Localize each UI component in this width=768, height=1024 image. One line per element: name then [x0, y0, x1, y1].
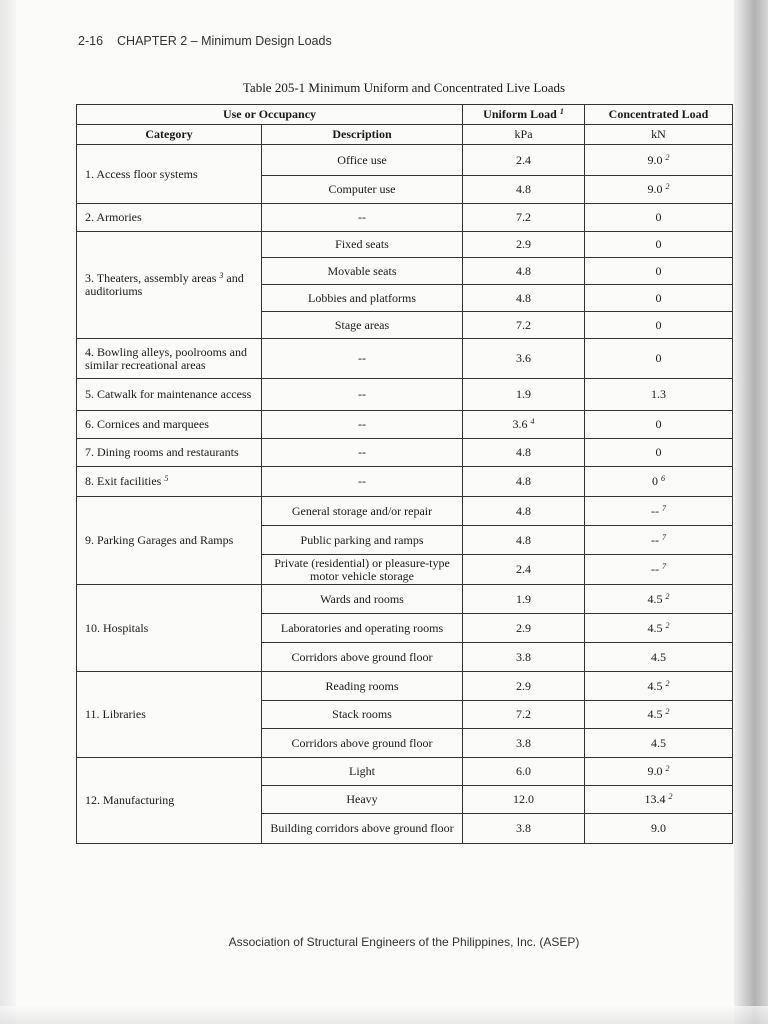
uniform-load-value: 2.4	[516, 152, 532, 167]
description-cell: Fixed seats	[262, 232, 463, 258]
uniform-load-value: 4.8	[516, 445, 532, 460]
uniform-load-value: 2.9	[516, 678, 532, 693]
uniform-load-value: 4.8	[516, 532, 532, 547]
description-cell: --	[262, 379, 463, 411]
description-cell: General storage and/or repair	[262, 497, 463, 526]
footnote-mark: 5	[164, 474, 169, 484]
concentrated-load-cell	[585, 232, 733, 258]
category-cell	[77, 672, 262, 758]
table-row	[77, 339, 733, 379]
description-cell: --	[262, 204, 463, 232]
uniform-load-cell	[463, 526, 585, 555]
uniform-load-value: 2.9	[516, 237, 532, 252]
table-subheader-row	[77, 125, 733, 145]
description-cell: Stack rooms	[262, 701, 463, 729]
uniform-load-value: 12.0	[513, 792, 535, 807]
uniform-load-value: 4.8	[516, 263, 532, 278]
uniform-load-value: 2.4	[516, 562, 532, 577]
table-row	[77, 379, 733, 411]
concentrated-load-cell	[585, 614, 733, 643]
uniform-load-value: 1.9	[516, 591, 532, 606]
concentrated-load-value: 0	[655, 317, 662, 332]
concentrated-load-cell	[585, 672, 733, 701]
col-uniform-load-label: Uniform Load	[483, 107, 557, 122]
description-cell: Corridors above ground floor	[262, 729, 463, 758]
table-row	[77, 585, 733, 614]
category-cell	[77, 379, 262, 411]
concentrated-load-cell	[585, 379, 733, 411]
concentrated-load-cell	[585, 585, 733, 614]
page-footer: Association of Structural Engineers of the Philippines, Inc. (ASEP)	[228, 935, 580, 949]
concentrated-load-value: 4.5	[647, 678, 663, 693]
table-row	[77, 411, 733, 439]
uniform-load-cell	[463, 411, 585, 439]
category-label: 7. Dining rooms and restaurants	[85, 445, 239, 460]
chapter-title: CHAPTER 2 – Minimum Design Loads	[117, 34, 332, 48]
concentrated-load-value: 0	[655, 417, 662, 432]
concentrated-load-cell	[585, 439, 733, 467]
concentrated-load-value: 9.0	[647, 152, 663, 167]
uniform-load-value: 7.2	[516, 317, 532, 332]
uniform-load-cell	[463, 701, 585, 729]
concentrated-load-value: --	[651, 532, 660, 547]
concentrated-load-cell	[585, 814, 733, 844]
footnote-mark: 3	[219, 271, 224, 281]
concentrated-load-value: 0	[655, 237, 662, 252]
concentrated-load-value: 0	[652, 474, 659, 489]
uniform-load-cell	[463, 729, 585, 758]
concentrated-load-cell	[585, 339, 733, 379]
concentrated-load-value: 0	[655, 290, 662, 305]
category-label: 4. Bowling alleys, poolrooms and similar recreational areas	[85, 344, 247, 372]
description-cell: --	[262, 411, 463, 439]
col-concentrated-unit: kN	[585, 125, 733, 145]
category-cell	[77, 145, 262, 204]
scan-edge-bottom	[0, 1006, 768, 1024]
concentrated-load-cell	[585, 729, 733, 758]
description-cell: Light	[262, 758, 463, 786]
category-label: 3. Theaters, assembly areas	[85, 271, 217, 286]
uniform-load-cell	[463, 614, 585, 643]
page-header	[78, 34, 332, 48]
uniform-load-cell	[463, 814, 585, 844]
category-cell	[77, 204, 262, 232]
uniform-load-cell	[463, 285, 585, 312]
concentrated-load-cell	[585, 145, 733, 176]
concentrated-load-value: --	[651, 503, 660, 518]
footnote-mark: 2	[665, 764, 670, 774]
concentrated-load-value: 4.5	[647, 620, 663, 635]
concentrated-load-cell	[585, 701, 733, 729]
description-cell: Movable seats	[262, 258, 463, 285]
table-row	[77, 672, 733, 701]
col-uniform-load	[463, 105, 585, 125]
uniform-load-cell	[463, 672, 585, 701]
concentrated-load-value: 9.0	[647, 182, 663, 197]
table-row	[77, 497, 733, 526]
category-label: 5. Catwalk for maintenance access	[85, 387, 252, 402]
uniform-load-value: 7.2	[516, 707, 532, 722]
uniform-load-cell	[463, 555, 585, 585]
uniform-load-value: 2.9	[516, 620, 532, 635]
uniform-load-value: 3.8	[516, 821, 532, 836]
description-cell: Office use	[262, 145, 463, 176]
description-cell: Laboratories and operating rooms	[262, 614, 463, 643]
concentrated-load-cell	[585, 176, 733, 204]
concentrated-load-value: --	[651, 562, 660, 577]
category-label-tail: and auditoriums	[85, 271, 244, 298]
table-row	[77, 145, 733, 176]
uniform-load-cell	[463, 439, 585, 467]
footnote-mark: 4	[530, 417, 535, 427]
concentrated-load-cell	[585, 258, 733, 285]
footnote-mark: 7	[662, 562, 667, 572]
uniform-load-value: 4.8	[516, 182, 532, 197]
uniform-load-cell	[463, 467, 585, 497]
footnote-mark: 2	[665, 591, 670, 601]
uniform-load-value: 3.6	[516, 351, 532, 366]
scan-edge-left	[0, 0, 16, 1024]
concentrated-load-value: 0	[655, 351, 662, 366]
uniform-load-value: 3.8	[516, 649, 532, 664]
footnote-mark: 2	[665, 678, 670, 688]
category-label: 6. Cornices and marquees	[85, 417, 209, 432]
description-cell: Lobbies and platforms	[262, 285, 463, 312]
concentrated-load-cell	[585, 497, 733, 526]
concentrated-load-cell	[585, 526, 733, 555]
uniform-load-value: 1.9	[516, 387, 532, 402]
concentrated-load-value: 4.5	[651, 649, 667, 664]
description-cell: Wards and rooms	[262, 585, 463, 614]
footnote-mark: 2	[665, 182, 670, 192]
description-cell: Computer use	[262, 176, 463, 204]
uniform-load-cell	[463, 204, 585, 232]
uniform-load-cell	[463, 176, 585, 204]
uniform-load-cell	[463, 232, 585, 258]
table-header-row	[77, 105, 733, 125]
uniform-load-cell	[463, 258, 585, 285]
concentrated-load-cell	[585, 555, 733, 585]
uniform-load-cell	[463, 758, 585, 786]
uniform-load-value: 4.8	[516, 290, 532, 305]
concentrated-load-value: 4.5	[647, 707, 663, 722]
description-cell: Private (residential) or pleasure-type motor vehicle storage	[262, 555, 463, 585]
col-use-or-occupancy: Use or Occupancy	[77, 105, 463, 125]
category-label: 11. Libraries	[85, 707, 146, 722]
concentrated-load-cell	[585, 643, 733, 672]
scan-edge-right	[734, 0, 768, 1024]
footnote-mark: 1	[559, 107, 564, 117]
col-concentrated-load: Concentrated Load	[585, 105, 733, 125]
col-description: Description	[262, 125, 463, 145]
footnote-mark: 6	[661, 474, 666, 484]
concentrated-load-value: 4.5	[647, 591, 663, 606]
category-cell	[77, 232, 262, 339]
uniform-load-cell	[463, 379, 585, 411]
concentrated-load-cell	[585, 312, 733, 339]
category-cell	[77, 439, 262, 467]
concentrated-load-value: 4.5	[651, 735, 667, 750]
concentrated-load-value: 1.3	[651, 387, 667, 402]
uniform-load-value: 4.8	[516, 503, 532, 518]
concentrated-load-value: 0	[655, 210, 662, 225]
category-cell	[77, 467, 262, 497]
footnote-mark: 7	[662, 532, 667, 542]
description-cell: Building corridors above ground floor	[262, 814, 463, 844]
concentrated-load-cell	[585, 758, 733, 786]
page-number: 2-16	[78, 34, 104, 48]
concentrated-load-value: 9.0	[651, 821, 667, 836]
uniform-load-cell	[463, 497, 585, 526]
table-row	[77, 467, 733, 497]
uniform-load-cell	[463, 339, 585, 379]
description-cell: Heavy	[262, 786, 463, 814]
description-cell: --	[262, 439, 463, 467]
uniform-load-cell	[463, 643, 585, 672]
uniform-load-value: 4.8	[516, 474, 532, 489]
category-cell	[77, 497, 262, 585]
category-label: 9. Parking Garages and Ramps	[85, 533, 234, 548]
concentrated-load-cell	[585, 411, 733, 439]
description-cell: --	[262, 339, 463, 379]
table-row	[77, 232, 733, 258]
table-body	[77, 145, 733, 844]
concentrated-load-value: 13.4	[644, 792, 666, 807]
table-row	[77, 758, 733, 786]
concentrated-load-cell	[585, 204, 733, 232]
category-cell	[77, 758, 262, 844]
description-cell: Public parking and ramps	[262, 526, 463, 555]
uniform-load-cell	[463, 786, 585, 814]
category-label: 8. Exit facilities	[85, 474, 162, 489]
category-label: 1. Access floor systems	[85, 166, 198, 181]
concentrated-load-cell	[585, 467, 733, 497]
footnote-mark: 7	[662, 503, 667, 513]
uniform-load-cell	[463, 145, 585, 176]
category-cell	[77, 585, 262, 672]
category-cell	[77, 411, 262, 439]
uniform-load-cell	[463, 585, 585, 614]
description-cell: Corridors above ground floor	[262, 643, 463, 672]
category-cell	[77, 339, 262, 379]
description-cell: Stage areas	[262, 312, 463, 339]
uniform-load-cell	[463, 312, 585, 339]
concentrated-load-cell	[585, 285, 733, 312]
footnote-mark: 2	[665, 152, 670, 162]
footnote-mark: 2	[665, 620, 670, 630]
table-caption: Table 205-1 Minimum Uniform and Concentrated Live Loads	[242, 80, 566, 95]
description-cell: --	[262, 467, 463, 497]
uniform-load-value: 7.2	[516, 210, 532, 225]
footnote-mark: 2	[668, 792, 673, 802]
description-cell: Reading rooms	[262, 672, 463, 701]
concentrated-load-value: 0	[655, 445, 662, 460]
uniform-load-value: 3.6	[512, 417, 528, 432]
concentrated-load-value: 0	[655, 263, 662, 278]
concentrated-load-value: 9.0	[647, 764, 663, 779]
col-category: Category	[77, 125, 262, 145]
col-uniform-unit: kPa	[463, 125, 585, 145]
uniform-load-value: 6.0	[516, 764, 532, 779]
table-row	[77, 439, 733, 467]
table-row	[77, 204, 733, 232]
uniform-load-value: 3.8	[516, 735, 532, 750]
concentrated-load-cell	[585, 786, 733, 814]
category-label: 12. Manufacturing	[85, 793, 175, 808]
live-loads-table	[76, 104, 733, 844]
category-label: 2. Armories	[85, 210, 142, 225]
footnote-mark: 2	[665, 707, 670, 717]
category-label: 10. Hospitals	[85, 620, 149, 635]
